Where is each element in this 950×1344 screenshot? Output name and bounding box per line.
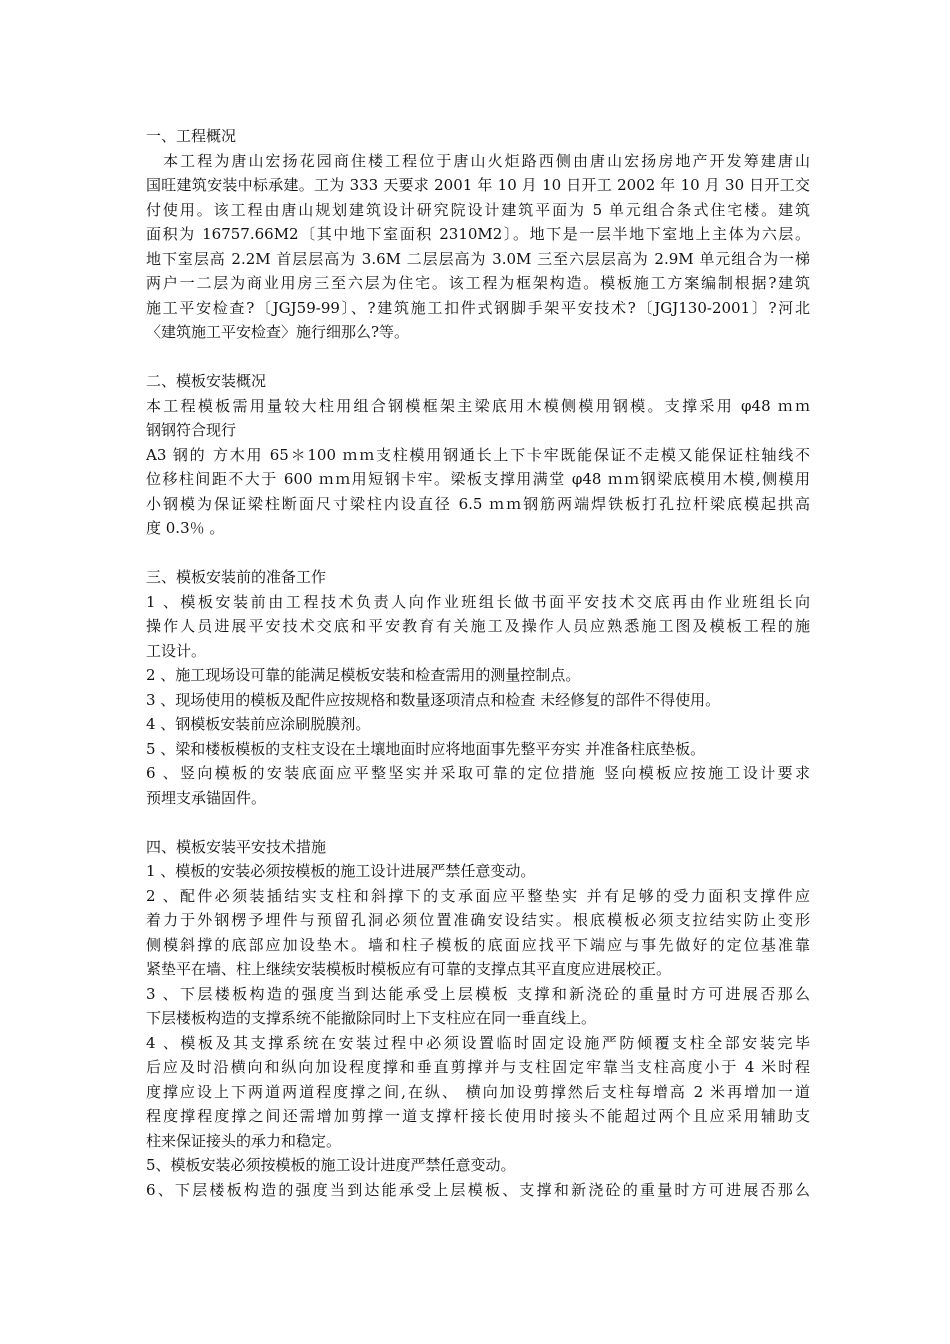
document-body	[146, 124, 810, 1202]
paragraph-line: A3 钢的 方木用 65＊100 ｍｍ支柱模用钢通长上下卡牢既能保证不走模又能保证柱轴线不	[146, 445, 810, 464]
paragraph-line: 地下室层高 2.2M 首层层高为 3.6M 二层层高为 3.0M 三至六层层高为 2.9M 单元组合为一梯	[146, 249, 810, 268]
paragraph-line: 着力于外钢楞予埋件与预留孔洞必须位置准确安设结实。根底模板必须支拉结实防止变形	[146, 911, 810, 929]
paragraph-line: 4 、钢模板安装前应涂刷脱膜剂。	[146, 715, 371, 733]
section-formwork-overview	[146, 369, 810, 541]
paragraph-line: 6 、竖向模板的安装底面应平整坚实并采取可靠的定位措施 竖向模板应按施工设计要求	[146, 764, 810, 782]
section-heading: 二、模板安装概况	[146, 372, 267, 390]
paragraph-line: 侧模斜撑的底部应加设垫木。墙和柱子模板的底面应找平下端应与事先做好的定位基准靠	[146, 935, 810, 954]
paragraph-line: 度撑应设上下两道两道程度撑之间,在纵、 横向加设剪撑然后支柱每增高 2 米再增加一道	[146, 1082, 810, 1101]
paragraph-line: 小钢模为保证梁柱断面尺寸梁柱内设直径 6.5 ｍｍ钢筋两端焊铁板打孔拉杆梁底模起拱高	[146, 494, 810, 513]
paragraph-line: 度 0.3％ 。	[146, 519, 225, 537]
paragraph-line: 钢钢符合现行	[146, 421, 237, 439]
paragraph-line: 5、模板安装必须按模板的施工设计进度严禁任意变动。	[146, 1156, 516, 1174]
section-gap	[146, 541, 810, 566]
paragraph-line: 两户一二层为商业用房三至六层为住宅。该工程为框架构造。模板施工方案编制根据?建筑	[146, 274, 810, 292]
paragraph-line: 柱来保证接头的承力和稳定。	[146, 1131, 342, 1150]
section-heading: 四、模板安装平安技术措施	[146, 837, 327, 856]
paragraph-line: 1 、模板的安装必须按模板的施工设计进展严禁任意变动。	[146, 862, 536, 880]
paragraph-line: 施工平安检查?〔JGJ59-99〕、?建筑施工扣件式钢脚手架平安技术?〔JGJ130-2001〕?河北	[146, 298, 810, 317]
paragraph-line: 面积为 16757.66M2〔其中地下室面积 2310M2〕。地下是一层半地下室地上主体为六层。	[146, 225, 810, 243]
paragraph-line: 〈建筑施工平安检查〉施行细那么?等。	[146, 323, 410, 341]
section-heading: 一、工程概况	[146, 127, 237, 145]
paragraph-line: 2 、施工现场设可靠的能满足模板安装和检查需用的测量控制点。	[146, 666, 581, 684]
paragraph-line: 本工程为唐山宏扬花园商住楼工程位于唐山火炬路西侧由唐山宏扬房地产开发筹建唐山	[146, 151, 810, 170]
section-gap	[146, 345, 810, 370]
paragraph-line: 国旺建筑安装中标承建。工为 333 天要求 2001 年 10 月 10 日开工 2002 年 10 月 30 日开工交	[146, 176, 810, 194]
section-safety-measures	[146, 835, 810, 1203]
paragraph-line: 6、下层楼板构造的强度当到达能承受上层模板、支撑和新浇砼的重量时方可进展否那么	[146, 1180, 810, 1199]
paragraph-line: 4 、模板及其支撑系统在安装过程中必须设置临时固定设施严防倾覆支柱全部安装完毕	[146, 1033, 810, 1052]
paragraph-line: 工设计。	[146, 641, 207, 660]
section-gap	[146, 810, 810, 835]
paragraph-line: 5 、梁和楼板模板的支柱支设在土壤地面时应将地面事先整平夯实 并准备柱底垫板。	[146, 739, 706, 758]
paragraph-line: 操作人员进展平安技术交底和平安教育有关施工及操作人员应熟悉施工图及模板工程的施	[146, 617, 810, 635]
paragraph-line: 紧垫平在墙、柱上继续安装模板时模板应有可靠的支撑点其平直度应进展校正。	[146, 960, 672, 978]
paragraph-line: 3 、下层楼板构造的强度当到达能承受上层模板 支撑和新浇砼的重量时方可进展否那么	[146, 984, 810, 1003]
section-preparation	[146, 565, 810, 810]
paragraph-line: 下层楼板构造的支撑系统不能撤除同时上下支柱应在同一垂直线上。	[146, 1009, 597, 1027]
paragraph-line: 2 、配件必须装插结实支柱和斜撑下的支承面应平整垫实 并有足够的受力面积支撑件应	[146, 886, 810, 905]
section-overview	[146, 124, 810, 345]
paragraph-line: 预埋支承锚固件。	[146, 788, 267, 807]
paragraph-line: 本工程模板需用量较大柱用组合钢模框架主梁底用木模侧模用钢模。支撑采用 φ48 ｍｍ	[146, 396, 810, 415]
section-heading: 三、模板安装前的准备工作	[146, 568, 327, 586]
paragraph-line: 付使用。该工程由唐山规划建筑设计研究院设计建筑平面为 5 单元组合条式住宅楼。建筑	[146, 200, 810, 219]
paragraph-line: 程度撑程度撑之间还需增加剪撑一道支撑杆接长使用时接头不能超过两个且应采用辅助支	[146, 1107, 810, 1125]
paragraph-line: 位移柱间距不大于 600 ｍｍ用短钢卡牢。梁板支撑用满堂 φ48 ｍｍ钢梁底模用木模,侧模用	[146, 470, 810, 488]
paragraph-line: 1 、模板安装前由工程技术负责人向作业班组长做书面平安技术交底再由作业班组长向	[146, 592, 810, 611]
paragraph-line: 3 、现场使用的模板及配件应按规格和数量逐项清点和检查 未经修复的部件不得使用。	[146, 690, 721, 709]
paragraph-line: 后应及时沿横向和纵向加设程度撑和垂直剪撑并与支柱固定牢靠当支柱高度小于 4 米时程	[146, 1058, 810, 1076]
